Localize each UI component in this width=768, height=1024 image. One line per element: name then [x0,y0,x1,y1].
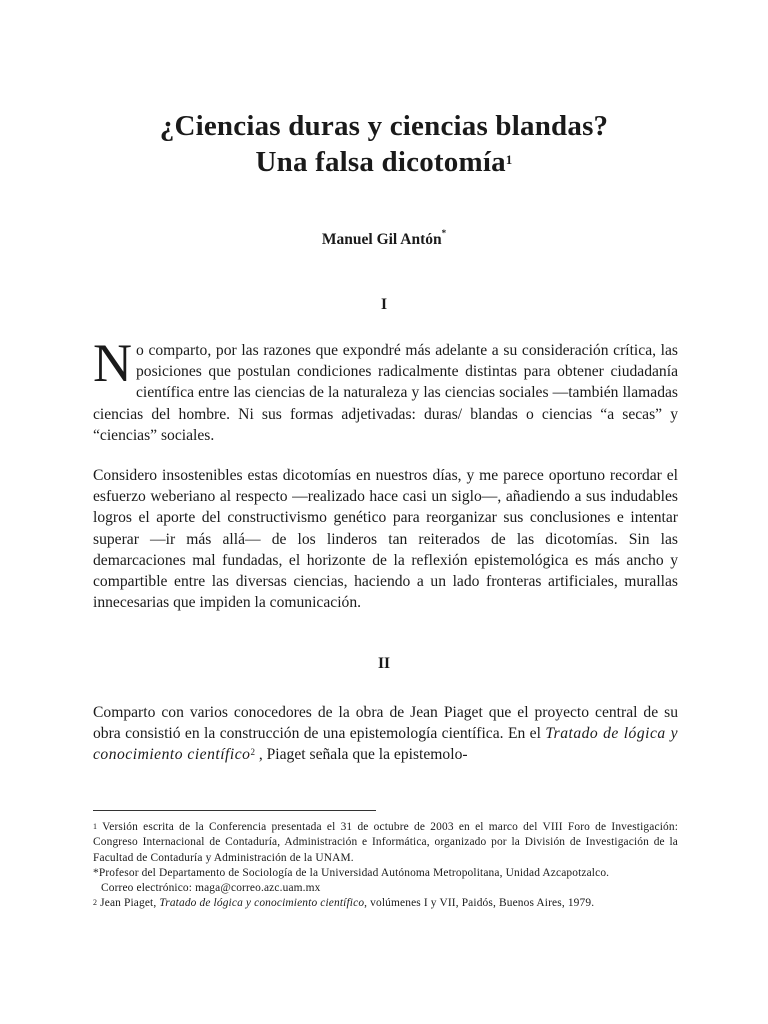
section-heading-1: I [380,296,388,313]
author-footnote-mark[interactable]: * [441,228,447,238]
footnote-author-email[interactable]: Correo electrónico: maga@correo.azc.uam.mx [101,882,321,895]
paragraph-1 [93,333,678,446]
title-footnote-ref[interactable]: 1 [505,152,513,167]
book-title: Tratado de lógica y conocimiento científico [93,725,679,764]
footnote-2 [93,896,678,911]
author-name: Manuel Gil Antón [321,231,442,248]
footnote-1-number: 1 [93,822,98,831]
footnote-2-number: 2 [93,898,98,908]
paragraph-3-text-b: , Piaget señala que la epistemolo- [254,746,468,764]
paragraph-3 [93,702,678,766]
footnote-author [93,866,678,897]
footnote-author-text: *Profesor del Departamento de Sociología de la Universidad Autónoma Metropolitana, Unidad Azcapotzalco. [93,866,610,879]
article-title-line-1: ¿Ciencias duras y ciencias blandas? [159,110,609,142]
footnotes [93,820,678,912]
paragraph-3-footnote-ref[interactable]: 2 [250,747,255,758]
footnote-divider [93,810,376,811]
paragraph-1-text: o comparto, por las razones que expondré más adelante a su consideración crítica, las posiciones que postulan condiciones radicalmente distintas para obtener ciudadanía científica entre las ciencias de la naturaleza y las ciencias sociales —también llamadas ciencias del hombre. Ni sus formas adjetivadas: duras/ blandas o ciencias “a secas” y “ciencias” sociales. [93,342,678,444]
author-byline [0,228,768,249]
footnote-1 [93,820,678,866]
paragraph-2: Considero insostenibles estas dicotomías en nuestros días, y me parece oportuno recordar el esfuerzo weberiano al respecto —realizado hace casi un siglo—, añadiendo a sus indudables logros el aporte del constructivismo genético para reorganizar sus conclusiones e intentar superar —ir más allá— de los linderos tan reiterados de las dicotomías. Sin las demarcaciones mal fundadas, el horizonte de la reflexión epistemológica es más ancho y compartible entre las diversas ciencias, haciendo a un lado fronteras artificiales, murallas innecesarias que impiden la comunicación. [93,467,678,612]
paragraph-3-text-a: Comparto con varios conocedores de la obra de Jean Piaget que el proyecto central de su obra consistió en la construcción de una epistemología científica. En el [93,704,678,743]
drop-cap: N [93,333,132,393]
article-title-text: Una falsa dicotomía [255,146,506,178]
footnote-2-text-b: , volúmenes I y VII, Paidós, Buenos Aires, 1979. [364,897,595,910]
article-title-line-2 [0,146,768,179]
section-heading-2: II [377,655,391,672]
footnote-1-text: Versión escrita de la Conferencia presentada el 31 de octubre de 2003 en el marco del VIII Foro de Investigación: Congreso Internacional de Contaduría, Administración e Informática, organizado por la División de Investigación de la Facultad de Contaduría y Administración de la UNAM. [93,821,679,864]
footnote-2-text-a: Jean Piaget, [100,897,160,910]
footnote-2-book-title: Tratado de lógica y conocimiento científico [159,897,365,910]
